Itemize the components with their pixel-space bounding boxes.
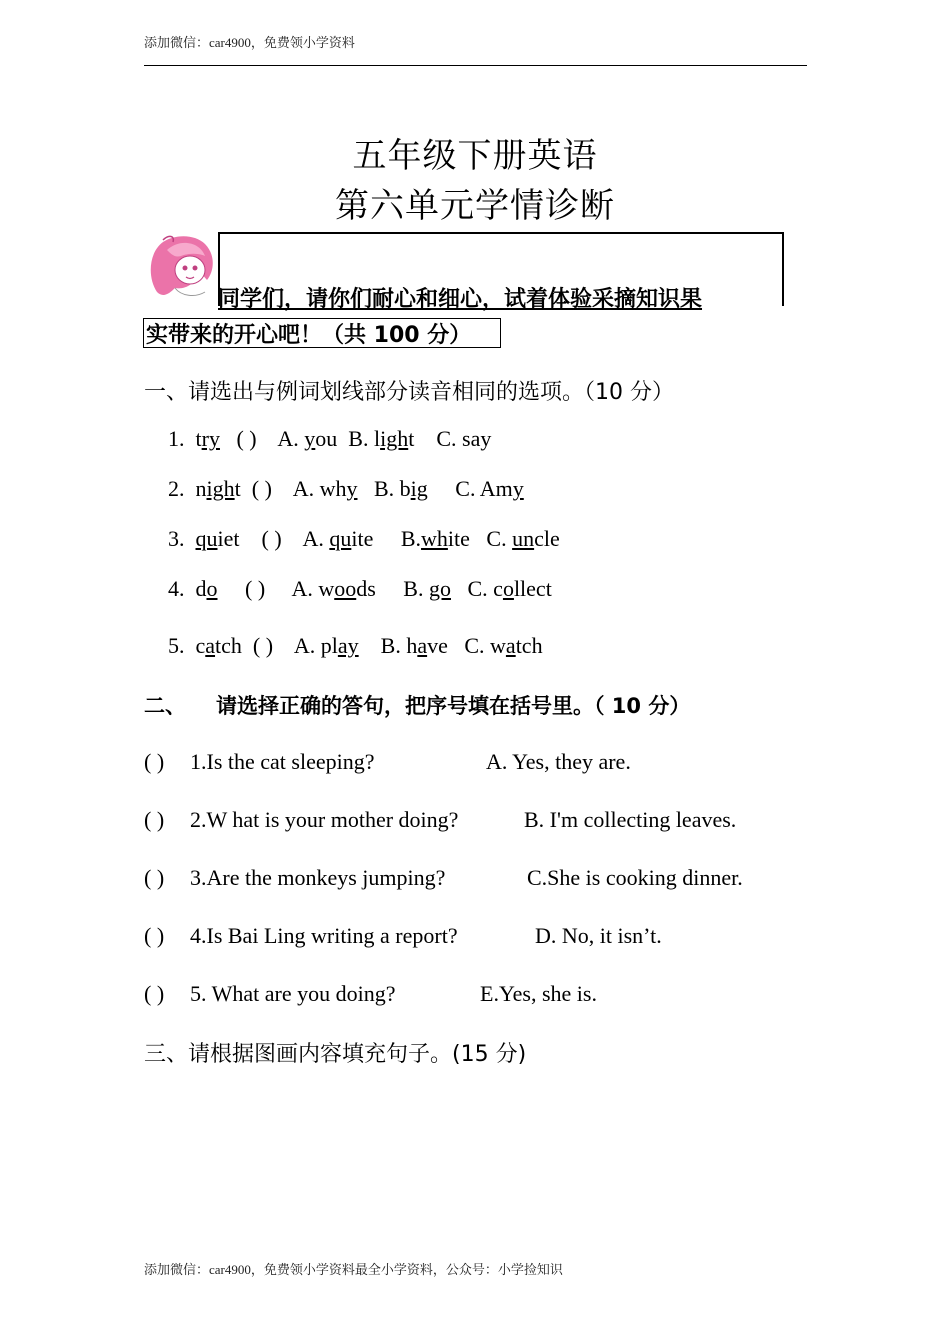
phonics-item-2: 2. night ( ) A. why B. big C. Amy	[168, 476, 524, 501]
match-answer-b: B. I'm collecting leaves.	[524, 807, 737, 832]
intro-line-1	[218, 282, 702, 313]
section-2-number: 二、	[144, 694, 186, 718]
section-1-heading: 一、请选出与例词划线部分读音相同的选项。（10 分）	[144, 380, 674, 405]
phonics-item-5: 5. catch ( ) A. play B. have C. watch	[168, 633, 543, 658]
answer-blank[interactable]: ( )	[261, 526, 282, 551]
answer-blank[interactable]: ( )	[144, 981, 165, 1006]
match-row-2	[144, 807, 164, 833]
intro-line-1-text: 同学们，请你们耐心和细心，试着体验采摘知识果	[218, 287, 703, 312]
answer-blank[interactable]: ( )	[144, 923, 165, 948]
match-question-5: 5. What are you doing?	[190, 981, 396, 1006]
intro-line-2: 实带来的开心吧！（共 100 分）	[146, 323, 472, 348]
title-line-2: 第六单元学情诊断	[335, 186, 615, 226]
answer-blank[interactable]: ( )	[251, 476, 272, 501]
title-line-1: 五年级下册英语	[352, 136, 598, 176]
match-answer-c: C.She is cooking dinner.	[527, 865, 743, 890]
match-answer-d: D. No, it isn’t.	[535, 923, 662, 948]
match-answer-e: E.Yes, she is.	[480, 981, 597, 1006]
match-row-4	[144, 923, 164, 949]
match-question-3: 3.Are the monkeys jumping?	[190, 865, 446, 890]
page-header: 添加微信：car4900，免费领小学资料	[144, 35, 355, 50]
match-row-5	[144, 981, 164, 1007]
answer-blank[interactable]: ( )	[144, 865, 165, 890]
match-answer-a: A. Yes, they are.	[486, 749, 631, 774]
match-row-3	[144, 865, 164, 891]
phonics-item-4: 4. do ( ) A. woods B. go C. collect	[168, 576, 552, 601]
page-footer: 添加微信：car4900，免费领小学资料最全小学资料，公众号：小学捡知识	[144, 1262, 563, 1277]
answer-blank[interactable]: ( )	[144, 807, 165, 832]
section-3-heading: 三、请根据图画内容填充句子。(15 分)	[144, 1042, 527, 1067]
phonics-item-1: 1. try ( ) A. you B. light C. say	[168, 426, 492, 451]
match-question-2: 2.W hat is your mother doing?	[190, 807, 459, 832]
match-row-1	[144, 749, 164, 775]
answer-blank[interactable]: ( )	[144, 749, 165, 774]
header-rule	[144, 65, 807, 66]
answer-blank[interactable]: ( )	[236, 426, 257, 451]
match-question-4: 4.Is Bai Ling writing a report?	[190, 923, 458, 948]
section-2-heading: 请选择正确的答句，把序号填在括号里。（ 10 分）	[216, 694, 691, 718]
phonics-item-3: 3. quiet ( ) A. quite B.white C. uncle	[168, 526, 560, 551]
answer-blank[interactable]: ( )	[245, 576, 266, 601]
cartoon-girl-icon	[145, 232, 220, 302]
match-question-1: 1.Is the cat sleeping?	[190, 749, 375, 774]
answer-blank[interactable]: ( )	[252, 633, 274, 658]
